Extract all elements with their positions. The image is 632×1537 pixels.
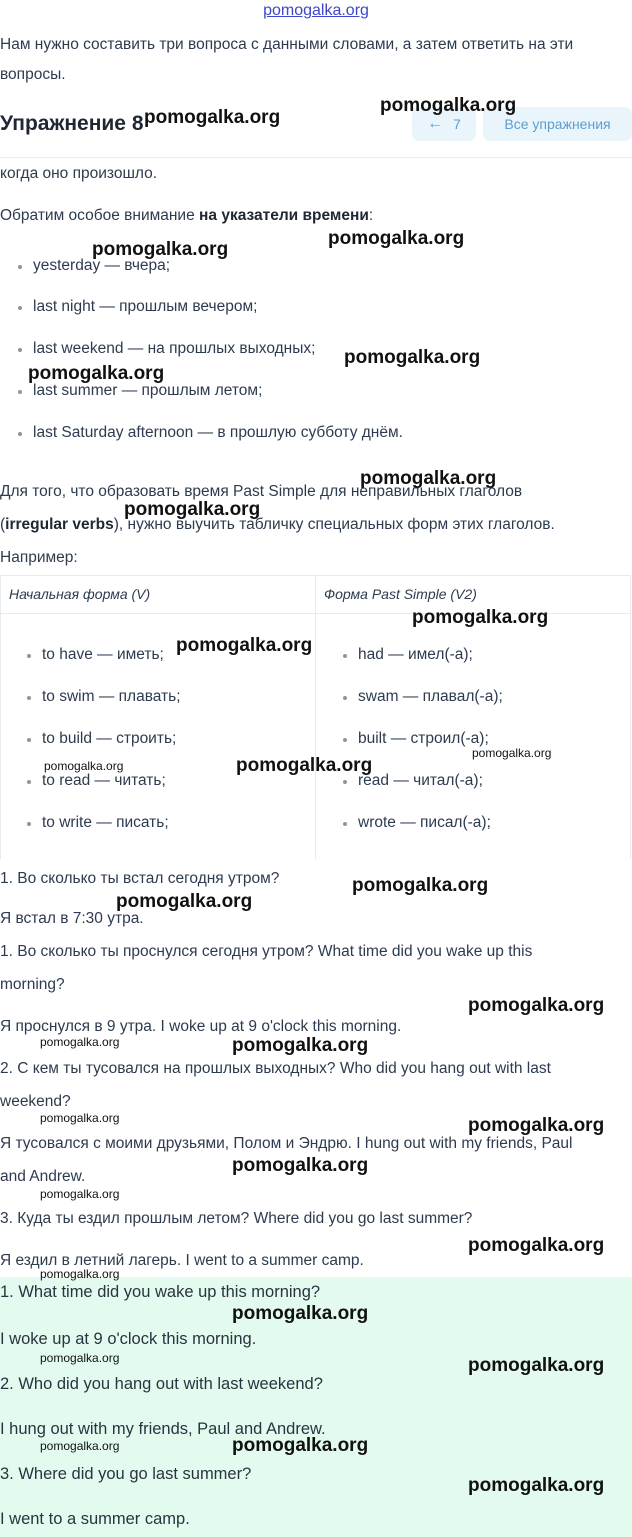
table-cell [358,814,491,832]
irregular-suffix: ), нужно выучить табличку специальных форм этих глаголов. [113,516,555,533]
qa-line: 3. Куда ты ездил прошлым летом? Where did you go last summer? [0,1210,473,1227]
qa-line: weekend? [0,1093,71,1110]
table-cell-text: wrote — писал(-а); [358,814,491,831]
list-item-text: last weekend — на прошлых выходных; [33,340,316,357]
bullet-icon [18,432,22,436]
table-cell [42,814,169,832]
table-cell [358,646,473,664]
watermark: pomogalka.org [412,607,549,628]
answer-line: 3. Where did you go last summer? [0,1465,252,1483]
watermark: pomogalka.org [380,95,517,116]
watermark: pomogalka.org [124,499,261,520]
qa-line: Я проснулся в 9 утра. I woke up at 9 o'clock this morning. [0,1018,402,1035]
attention-suffix: : [368,207,374,224]
attention-bold: на указатели времени [199,207,369,224]
watermark: pomogalka.org [176,635,313,656]
qa-line: and Andrew. [0,1168,86,1185]
watermark: pomogalka.org [40,1267,120,1281]
watermark: pomogalka.org [472,746,552,760]
watermark: pomogalka.org [328,228,465,249]
qa-line: 1. Во сколько ты встал сегодня утром? [0,870,280,887]
bullet-icon [343,696,347,700]
answer-line: I woke up at 9 o'clock this morning. [0,1330,257,1348]
watermark: pomogalka.org [232,1035,369,1056]
bullet-icon [18,390,22,394]
table-cell-text: built — строил(-а); [358,730,489,747]
watermark: pomogalka.org [40,1187,120,1201]
table-cell-text: to have — иметь; [42,646,164,663]
list-item-text: last summer — прошлым летом; [33,382,263,399]
watermark: pomogalka.org [116,891,253,912]
table-cell-text: read — читал(-а); [358,772,483,789]
irregular-line-2 [0,508,555,541]
watermark: pomogalka.org [468,995,605,1016]
table-header-base: Начальная форма (V) [9,586,151,602]
bullet-icon [27,780,31,784]
watermark: pomogalka.org [344,347,481,368]
watermark: pomogalka.org [40,1351,120,1365]
table-cell-text: to build — строить; [42,730,177,747]
table-cell-text: to write — писать; [42,814,169,831]
exercise-title: Упражнение 8 [0,112,144,135]
watermark: pomogalka.org [352,875,489,896]
answer-line: 1. What time did you wake up this morning? [0,1283,321,1301]
watermark: pomogalka.org [468,1115,605,1136]
list-item-text: last Saturday afternoon — в прошлую субботу днём. [33,424,403,441]
answer-line: 2. Who did you hang out with last weekend? [0,1375,323,1393]
qa-line: 1. Во сколько ты проснулся сегодня утром? What time did you wake up this [0,943,533,960]
qa-line: morning? [0,976,65,993]
attention-prefix: Обратим особое внимание [0,207,200,224]
watermark: pomogalka.org [468,1475,605,1496]
table-cell-text: to read — читать; [42,772,166,789]
qa-line: Я встал в 7:30 утра. [0,910,144,927]
paragraph-when: когда оно произошло. [0,165,158,182]
qa-line: 2. С кем ты тусовался на прошлых выходных? Who did you hang out with last [0,1060,551,1077]
intro-text-line-2: вопросы. [0,66,66,83]
table-cell-text: swam — плавал(-а); [358,688,503,705]
table-cell [42,688,181,706]
irregular-line-1: Для того, что образовать время Past Simple для неправильных глаголов [0,483,523,500]
bullet-icon [27,822,31,826]
bullet-icon [27,738,31,742]
table-header-past: Форма Past Simple (V2) [324,586,477,602]
intro-text-line-1: Нам нужно составить три вопроса с данными словами, а затем ответить на эти [0,36,574,53]
answer-line: I went to a summer camp. [0,1510,190,1528]
bullet-icon [343,738,347,742]
bullet-icon [27,696,31,700]
watermark: pomogalka.org [40,1111,120,1125]
watermark: pomogalka.org [28,363,165,384]
watermark: pomogalka.org [232,1303,369,1324]
qa-line: Я ездил в летний лагерь. I went to a summer camp. [0,1252,364,1269]
table-cell [358,688,503,706]
qa-line: Я тусовался с моими друзьями, Полом и Эндрю. I hung out with my friends, Paul [0,1135,573,1152]
irregular-prefix: ( [0,516,6,533]
table-cell [358,772,483,790]
site-link[interactable]: pomogalka.org [263,2,369,19]
watermark: pomogalka.org [40,1035,120,1049]
watermark: pomogalka.org [232,1435,369,1456]
table-column-divider [315,576,316,859]
watermark: pomogalka.org [236,755,373,776]
list-item-text: last night — прошлым вечером; [33,298,258,315]
irregular-bold: irregular verbs [5,516,114,533]
table-cell-text: to swim — плавать; [42,688,181,705]
arrow-left-icon: ← [427,115,444,132]
bullet-icon [18,348,22,352]
table-cell [42,772,166,790]
watermark: pomogalka.org [468,1235,605,1256]
example-label: Например: [0,549,78,566]
bullet-icon [343,654,347,658]
prev-exercise-label: 7 [453,116,461,132]
list-item [33,298,257,316]
table-cell [42,646,164,664]
bullet-icon [18,265,22,269]
table-cell-text: had — имел(-а); [358,646,473,663]
paragraph-attention [0,199,373,232]
table-cell [358,730,489,748]
table-cell [42,730,176,748]
bullet-icon [18,306,22,310]
watermark: pomogalka.org [44,759,124,773]
watermark: pomogalka.org [92,239,229,260]
bullet-icon [343,822,347,826]
bullet-icon [343,780,347,784]
watermark: pomogalka.org [468,1355,605,1376]
watermark: pomogalka.org [232,1155,369,1176]
list-item [33,340,315,358]
watermark: pomogalka.org [40,1439,120,1453]
watermark: pomogalka.org [360,468,497,489]
bullet-icon [27,654,31,658]
all-exercises-label: Все упражнения [504,116,611,132]
list-item-text: yesterday — вчера; [33,257,171,274]
answer-line: I hung out with my friends, Paul and Andrew. [0,1420,326,1438]
watermark: pomogalka.org [144,107,281,128]
list-item [33,424,403,442]
